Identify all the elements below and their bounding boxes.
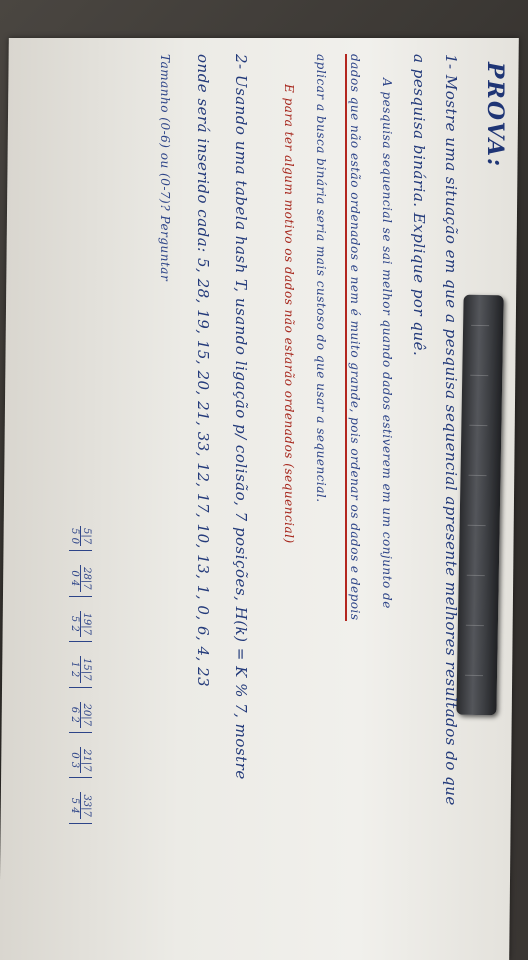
handwritten-content [2, 54, 512, 954]
calc-item [69, 522, 92, 551]
calc-bottom: 0 4 [69, 570, 80, 587]
q1-line-1: 1- Mostre uma situação em que a pesquisa sequencial apresente melhores resultados do que [442, 54, 460, 806]
calc-top: 33|7 [81, 794, 92, 817]
calc-bottom: 1 2 [69, 661, 80, 678]
calc-item [69, 743, 92, 778]
calc-item [69, 607, 92, 642]
calc-bottom: 0 3 [69, 752, 80, 769]
calc-top: 5|7 [81, 528, 92, 545]
q2-line-2: onde será inserido cada: 5, 28, 19, 15, 20, 21, 33, 12, 17, 10, 13, 1, 0, 6, 4, 23 [194, 54, 212, 688]
calc-item [69, 561, 92, 596]
q1-answer-line-3: aplicar a busca binária seria mais custoso do que usar a sequencial. [314, 54, 328, 503]
page-title: PROVA: [482, 62, 508, 169]
calc-bottom: 6 2 [69, 706, 80, 723]
q2-line-1: 2- Usando uma tabela hash T, usando ligação p/ colisão, 7 posições, H(k) = K % 7, mostre [232, 54, 250, 780]
calculation-row [69, 522, 92, 824]
calc-top: 28|7 [81, 567, 92, 590]
calc-bottom: 5 2 [69, 615, 80, 632]
calc-top: 21|7 [81, 748, 92, 772]
q1-line-2: a pesquisa binária. Explique por quê. [410, 54, 428, 357]
q1-answer-line-1: A pesquisa sequencial se sai melhor quando dados estiverem em um conjunto de [380, 78, 394, 609]
q1-answer-line-4: E para ter algum motivo os dados não estarão ordenados (sequencial) [282, 84, 296, 544]
calc-top: 15|7 [81, 658, 92, 681]
q1-answer-line-2-text: dados que não estão ordenados e nem é muito grande, pois ordenar os dados e depois [345, 54, 362, 621]
calc-top: 19|7 [81, 612, 92, 636]
calc-top: 20|7 [81, 703, 92, 726]
q2-line-3: Tamanho (0-6) ou (0-7)? Perguntar [158, 54, 172, 282]
calc-item [69, 698, 92, 733]
calc-bottom: 5 4 [69, 797, 80, 814]
calc-bottom: 5 0 [69, 528, 80, 544]
q1-answer-line-2 [348, 54, 362, 621]
calc-item [69, 788, 92, 823]
calc-item [69, 652, 92, 687]
